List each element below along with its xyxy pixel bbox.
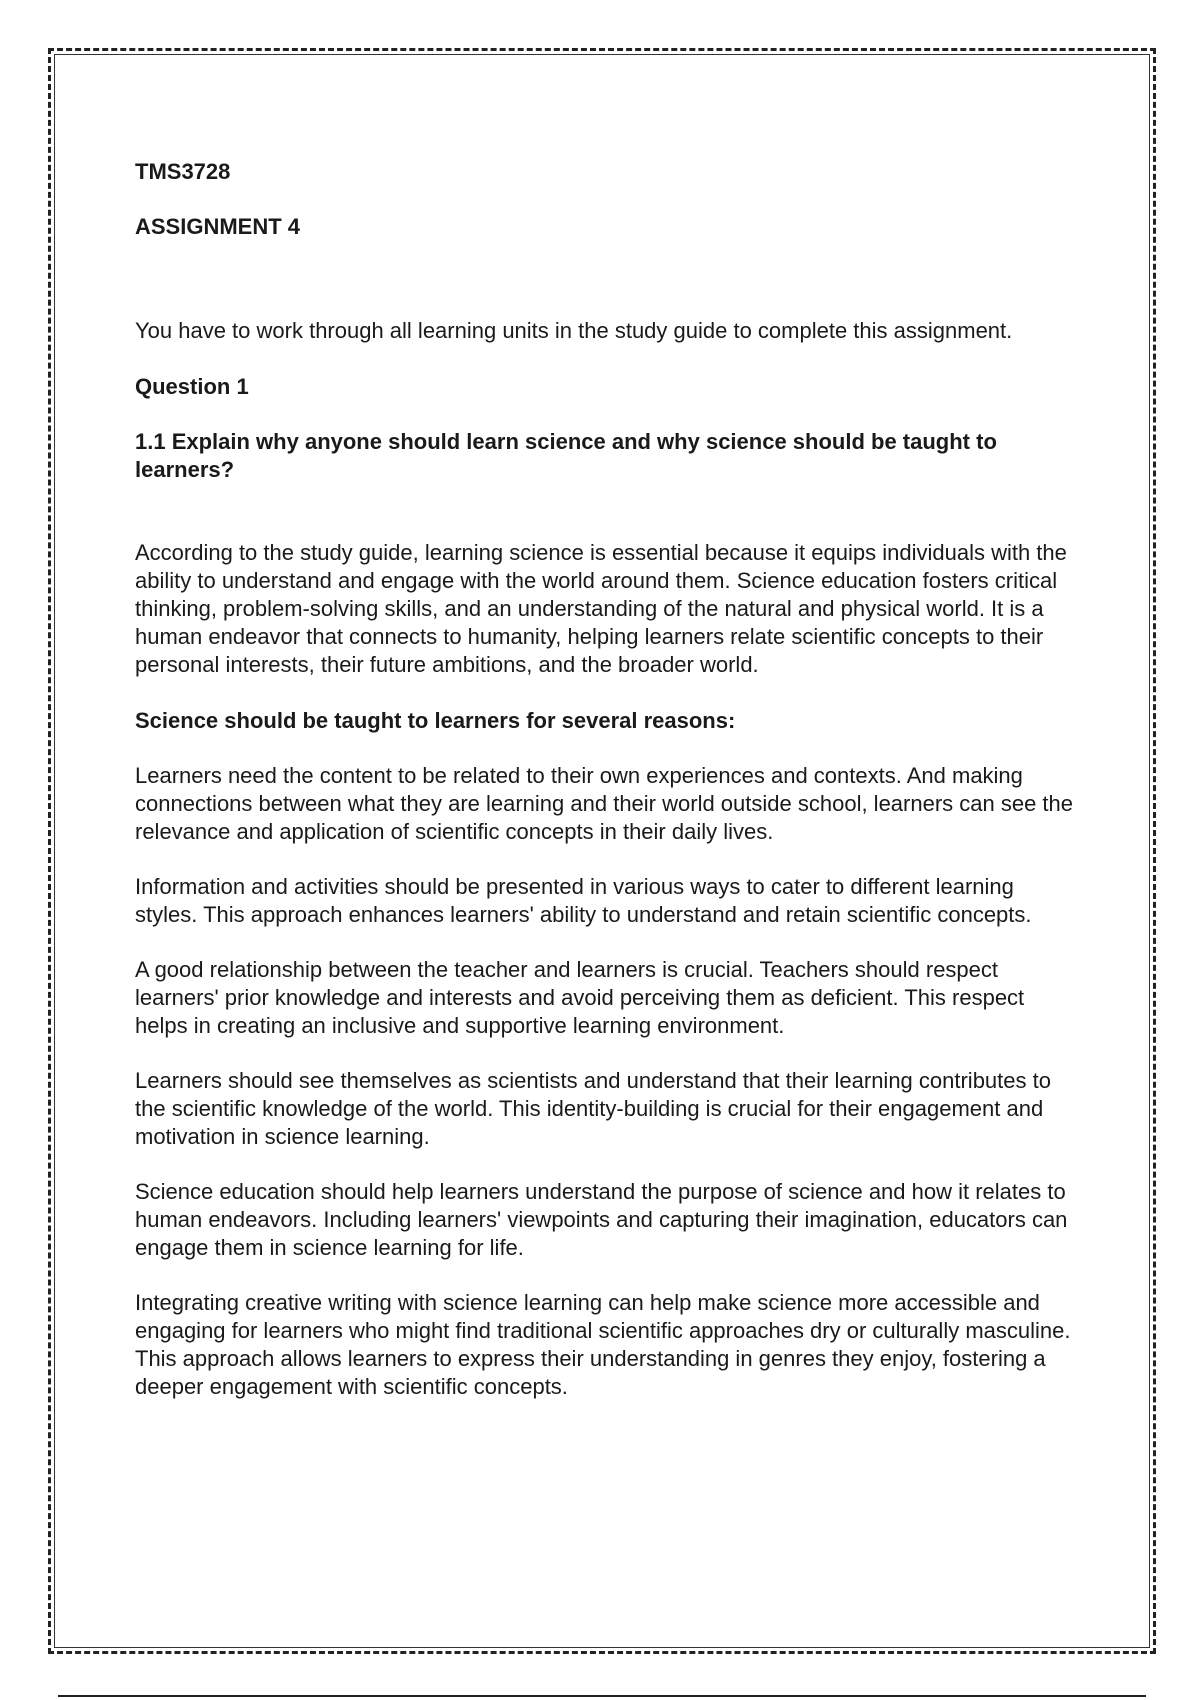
question-heading: Question 1 (135, 374, 249, 399)
bottom-rule (58, 1695, 1146, 1697)
reason-paragraph: Learners need the content to be related to their own experiences and contexts. And making connections between what they are learning and their world outside school, learners can see the relevance and application of scientific concepts in their daily lives. (135, 763, 1074, 844)
reason-paragraph: A good relationship between the teacher and learners is crucial. Teachers should respect learners' prior knowledge and interests and avoid perceiving them as deficient. This respect helps in creating an inclusive and supportive learning environment. (135, 957, 1025, 1038)
document-content (135, 158, 1075, 1401)
answer-paragraph: According to the study guide, learning science is essential because it equips individuals with the ability to understand and engage with the world around them. Science education fosters critical thinking, problem-solving skills, and an understanding of the natural and physical world. It is a human endeavor that connects to humanity, helping learners relate scientific concepts to their personal interests, their future ambitions, and the broader world. (135, 540, 1067, 677)
intro-paragraph: You have to work through all learning units in the study guide to complete this assignment. (135, 318, 1013, 343)
reason-paragraph: Integrating creative writing with science learning can help make science more accessible and engaging for learners who might find traditional scientific approaches dry or culturally masculine. This approach allows learners to express their understanding in genres they enjoy, fostering a deeper engagement with scientific concepts. (135, 1290, 1071, 1399)
question-text: 1.1 Explain why anyone should learn science and why science should be taught to learners? (135, 429, 997, 482)
course-code: TMS3728 (135, 159, 231, 184)
reasons-heading: Science should be taught to learners for several reasons: (135, 708, 736, 733)
reason-paragraph: Learners should see themselves as scientists and understand that their learning contributes to the scientific knowledge of the world. This identity-building is crucial for their engagement and motivation in science learning. (135, 1068, 1051, 1149)
reason-paragraph: Information and activities should be presented in various ways to cater to different learning styles. This approach enhances learners' ability to understand and retain scientific concepts. (135, 874, 1032, 927)
reason-paragraph: Science education should help learners understand the purpose of science and how it relates to human endeavors. Including learners' viewpoints and capturing their imagination, educators can engage them in science learning for life. (135, 1179, 1068, 1260)
assignment-title: ASSIGNMENT 4 (135, 214, 301, 239)
